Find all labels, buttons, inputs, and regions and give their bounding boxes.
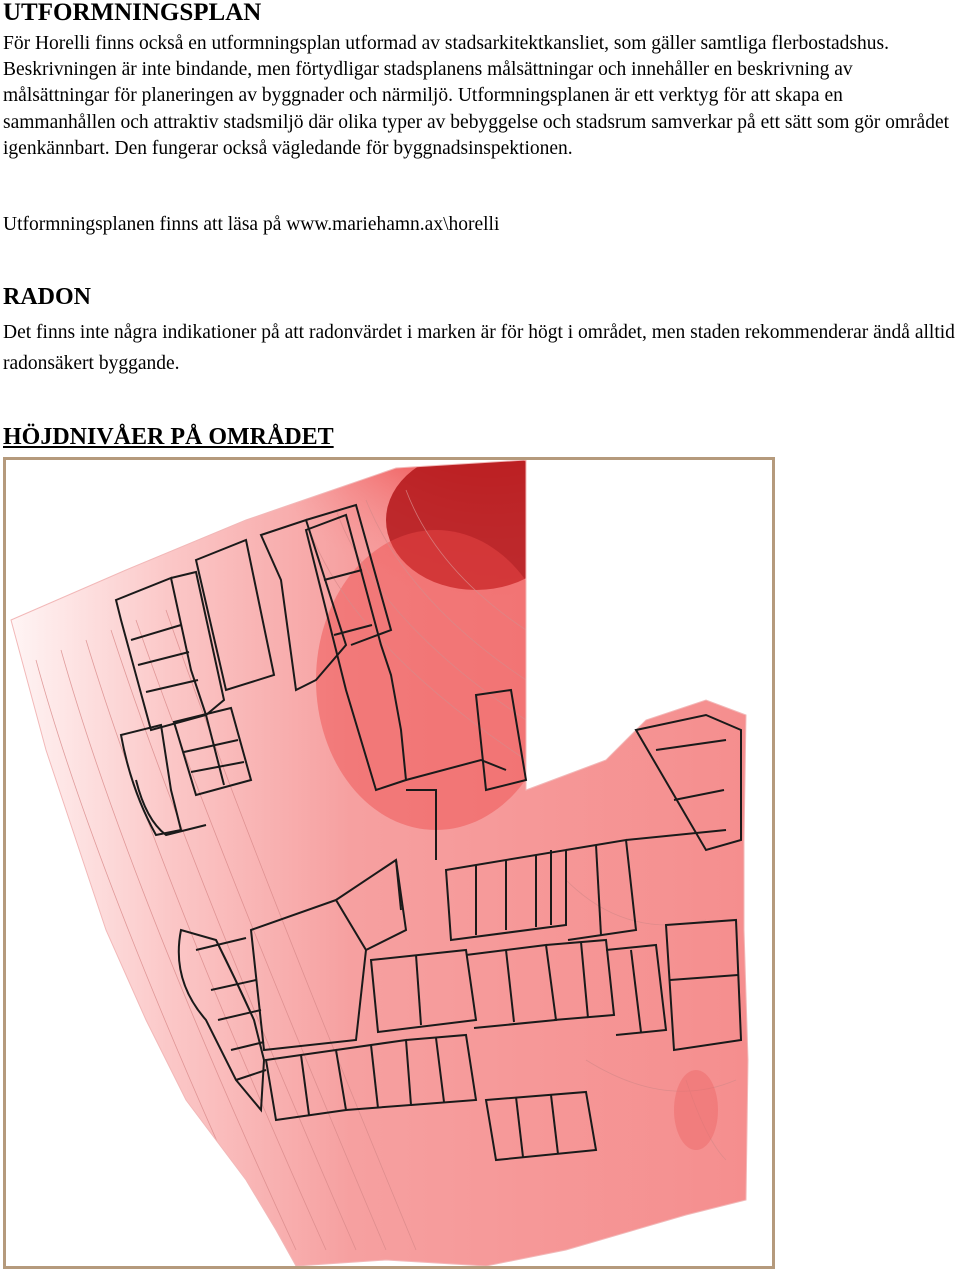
paragraph-utformningsplan-link: Utformningsplanen finns att läsa på www.mariehamn.ax\horelli [3, 214, 500, 235]
elevation-map [3, 457, 775, 1269]
paragraph-utformningsplan: För Horelli finns också en utformningsplan utformad av stadsarkitektkansliet, som gäller samtliga flerbostadshus. Beskrivningen är inte bindande, men förtydligar stadsplanens målsättningar och innehåller en beskrivning av målsättningar för planeringen av byggnader och närmiljö. Utformningsplanen är ett verktyg för att skapa en sammanhållen och attraktiv stadsmiljö där olika typer av bebyggelse och stadsrum samverkar på ett sätt som gör området igenkännbart. Den fungerar också vägledande för byggnadsinspektionen. [3, 33, 950, 159]
paragraph-radon: Det finns inte några indikationer på att radonvärdet i marken är för högt i området, men staden rekommenderar ändå alltid radonsäkert byggande. [3, 322, 955, 374]
heading-utformningsplan: UTFORMNINGSPLAN [3, 0, 262, 26]
heading-radon: RADON [3, 284, 91, 310]
elevation-map-graphic [6, 460, 772, 1266]
heading-hojdnivaer: HÖJDNIVÅER PÅ OMRÅDET [3, 424, 334, 450]
